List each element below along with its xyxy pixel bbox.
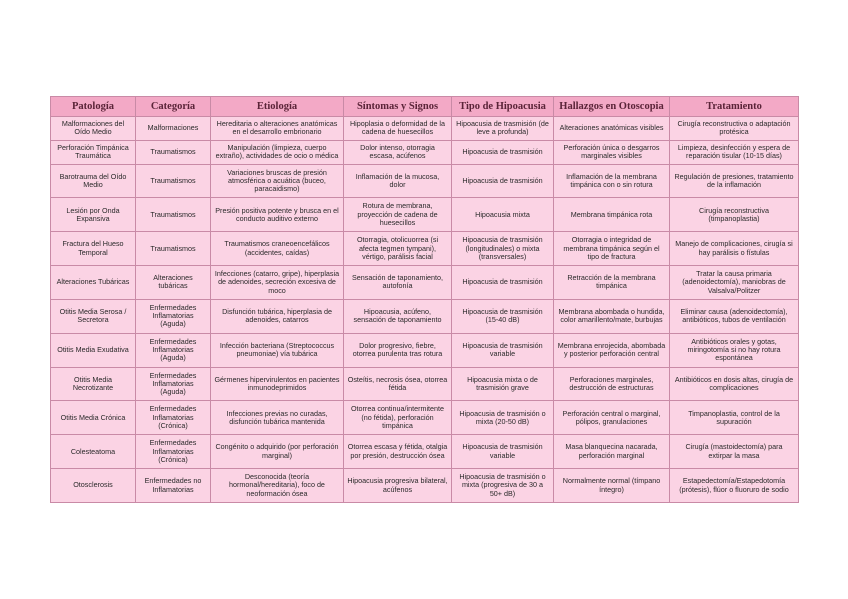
cell-categoria: Enfermedades Inflamatorias (Crónica) (136, 435, 211, 469)
cell-hallazgos: Membrana abombada o hundida, color amarillento/mate, burbujas (554, 299, 670, 333)
cell-sintomas: Otorragia, otolicuorrea (si afecta tegmen tympani), vértigo, parálisis facial (344, 232, 452, 266)
table-row (51, 232, 799, 266)
cell-patologia: Otitis Media Serosa / Secretora (51, 299, 136, 333)
cell-patologia: Fractura del Hueso Temporal (51, 232, 136, 266)
cell-tratamiento: Estapedectomía/Estapedotomía (prótesis), flúor o fluoruro de sodio (670, 469, 799, 503)
cell-patologia: Otitis Media Necrotizante (51, 367, 136, 401)
cell-hallazgos: Normalmente normal (tímpano íntegro) (554, 469, 670, 503)
cell-categoria: Traumatismos (136, 232, 211, 266)
cell-tratamiento: Cirugía (mastoidectomía) para extirpar la masa (670, 435, 799, 469)
cell-tratamiento: Antibióticos orales y gotas, miringotomía si no hay rotura espontánea (670, 333, 799, 367)
cell-sintomas: Rotura de membrana, proyección de cadena de huesecillos (344, 198, 452, 232)
cell-categoria: Malformaciones (136, 117, 211, 141)
cell-sintomas: Osteítis, necrosis ósea, otorrea fétida (344, 367, 452, 401)
table-row (51, 469, 799, 503)
cell-etiologia: Hereditaria o alteraciones anatómicas en el desarrollo embrionario (211, 117, 344, 141)
table-row (51, 333, 799, 367)
cell-categoria: Enfermedades Inflamatorias (Crónica) (136, 401, 211, 435)
cell-etiologia: Infecciones (catarro, gripe), hiperplasia de adenoides, secreción excesiva de moco (211, 266, 344, 300)
cell-tratamiento: Regulación de presiones, tratamiento de la inflamación (670, 164, 799, 198)
cell-etiologia: Gérmenes hipervirulentos en pacientes inmunodeprimidos (211, 367, 344, 401)
cell-tipo-hipoacusia: Hipoacusia de trasmisión (452, 164, 554, 198)
cell-sintomas: Hipoacusia progresiva bilateral, acúfenos (344, 469, 452, 503)
cell-tipo-hipoacusia: Hipoacusia de trasmisión (longitudinales) o mixta (transversales) (452, 232, 554, 266)
cell-hallazgos: Otorragia o integridad de membrana timpánica según el tipo de fractura (554, 232, 670, 266)
header-cell-categoria: Categoría (136, 97, 211, 117)
cell-tratamiento: Cirugía reconstructiva (timpanoplastia) (670, 198, 799, 232)
cell-hallazgos: Perforación única o desgarros marginales visibles (554, 140, 670, 164)
header-cell-tipo-hipoacusia: Tipo de Hipoacusia (452, 97, 554, 117)
table-row (51, 401, 799, 435)
cell-etiologia: Traumatismos craneoencefálicos (accidentes, caídas) (211, 232, 344, 266)
header-cell-hallazgos: Hallazgos en Otoscopia (554, 97, 670, 117)
table-row (51, 435, 799, 469)
table-row (51, 164, 799, 198)
cell-sintomas: Otorrea escasa y fétida, otalgia por presión, destrucción ósea (344, 435, 452, 469)
cell-hallazgos: Membrana enrojecida, abombada y posterior perforación central (554, 333, 670, 367)
cell-sintomas: Hipoacusia, acúfeno, sensación de taponamiento (344, 299, 452, 333)
cell-hallazgos: Alteraciones anatómicas visibles (554, 117, 670, 141)
header-row (51, 97, 799, 117)
cell-categoria: Traumatismos (136, 140, 211, 164)
cell-categoria: Enfermedades Inflamatorias (Aguda) (136, 299, 211, 333)
cell-tratamiento: Antibióticos en dosis altas, cirugía de complicaciones (670, 367, 799, 401)
cell-hallazgos: Perforaciones marginales, destrucción de estructuras (554, 367, 670, 401)
cell-tratamiento: Limpieza, desinfección y espera de reparación tisular (10-15 días) (670, 140, 799, 164)
table-row (51, 367, 799, 401)
cell-etiologia: Variaciones bruscas de presión atmosférica o acuática (buceo, paracaidismo) (211, 164, 344, 198)
cell-tratamiento: Timpanoplastia, control de la supuración (670, 401, 799, 435)
header-cell-patologia: Patología (51, 97, 136, 117)
cell-patologia: Malformaciones del Oído Medio (51, 117, 136, 141)
cell-tipo-hipoacusia: Hipoacusia de trasmisión variable (452, 333, 554, 367)
table-row (51, 140, 799, 164)
cell-tipo-hipoacusia: Hipoacusia mixta o de trasmisión grave (452, 367, 554, 401)
table-row (51, 266, 799, 300)
cell-categoria: Enfermedades Inflamatorias (Aguda) (136, 333, 211, 367)
cell-tratamiento: Eliminar causa (adenoidectomía), antibióticos, tubos de ventilación (670, 299, 799, 333)
cell-patologia: Alteraciones Tubáricas (51, 266, 136, 300)
cell-tipo-hipoacusia: Hipoacusia de trasmisión (452, 266, 554, 300)
header-cell-tratamiento: Tratamiento (670, 97, 799, 117)
cell-etiologia: Disfunción tubárica, hiperplasia de adenoides, catarros (211, 299, 344, 333)
header-cell-sintomas: Síntomas y Signos (344, 97, 452, 117)
cell-hallazgos: Masa blanquecina nacarada, perforación marginal (554, 435, 670, 469)
cell-etiologia: Infección bacteriana (Streptococcus pneumoniae) vía tubárica (211, 333, 344, 367)
cell-hallazgos: Membrana timpánica rota (554, 198, 670, 232)
table-row (51, 299, 799, 333)
cell-tipo-hipoacusia: Hipoacusia de trasmisión (15-40 dB) (452, 299, 554, 333)
cell-sintomas: Otorrea continua/intermitente (no fétida), perforación timpánica (344, 401, 452, 435)
cell-tratamiento: Manejo de complicaciones, cirugía si hay parálisis o fístulas (670, 232, 799, 266)
cell-patologia: Otitis Media Exudativa (51, 333, 136, 367)
table-header (51, 97, 799, 117)
cell-tipo-hipoacusia: Hipoacusia de trasmisión o mixta (progresiva de 30 a 50+ dB) (452, 469, 554, 503)
cell-sintomas: Inflamación de la mucosa, dolor (344, 164, 452, 198)
cell-tratamiento: Tratar la causa primaria (adenoidectomía), maniobras de Valsalva/Politzer (670, 266, 799, 300)
cell-tipo-hipoacusia: Hipoacusia de trasmisión o mixta (20-50 dB) (452, 401, 554, 435)
cell-etiologia: Presión positiva potente y brusca en el conducto auditivo externo (211, 198, 344, 232)
cell-patologia: Lesión por Onda Expansiva (51, 198, 136, 232)
cell-patologia: Otosclerosis (51, 469, 136, 503)
cell-sintomas: Dolor progresivo, fiebre, otorrea purulenta tras rotura (344, 333, 452, 367)
table-row (51, 198, 799, 232)
cell-tipo-hipoacusia: Hipoacusia de trasmisión variable (452, 435, 554, 469)
cell-patologia: Colesteatoma (51, 435, 136, 469)
cell-categoria: Traumatismos (136, 164, 211, 198)
cell-etiologia: Congénito o adquirido (por perforación marginal) (211, 435, 344, 469)
cell-hallazgos: Perforación central o marginal, pólipos, granulaciones (554, 401, 670, 435)
table-row (51, 117, 799, 141)
cell-patologia: Perforación Timpánica Traumática (51, 140, 136, 164)
cell-tipo-hipoacusia: Hipoacusia de trasmisión (452, 140, 554, 164)
cell-sintomas: Sensación de taponamiento, autofonía (344, 266, 452, 300)
cell-categoria: Traumatismos (136, 198, 211, 232)
cell-patologia: Barotrauma del Oído Medio (51, 164, 136, 198)
cell-patologia: Otitis Media Crónica (51, 401, 136, 435)
cell-etiologia: Manipulación (limpieza, cuerpo extraño), actividades de ocio o médica (211, 140, 344, 164)
cell-sintomas: Dolor intenso, otorragia escasa, acúfenos (344, 140, 452, 164)
cell-etiologia: Desconocida (teoría hormonal/hereditaria), foco de neoformación ósea (211, 469, 344, 503)
cell-hallazgos: Inflamación de la membrana timpánica con o sin rotura (554, 164, 670, 198)
header-cell-etiologia: Etiología (211, 97, 344, 117)
cell-categoria: Alteraciones tubáricas (136, 266, 211, 300)
cell-tratamiento: Cirugía reconstructiva o adaptación protésica (670, 117, 799, 141)
cell-etiologia: Infecciones previas no curadas, disfunción tubárica mantenida (211, 401, 344, 435)
cell-sintomas: Hipoplasia o deformidad de la cadena de huesecillos (344, 117, 452, 141)
cell-hallazgos: Retracción de la membrana timpánica (554, 266, 670, 300)
cell-categoria: Enfermedades Inflamatorias (Aguda) (136, 367, 211, 401)
cell-categoria: Enfermedades no Inflamatorias (136, 469, 211, 503)
pathology-table (50, 96, 799, 503)
cell-tipo-hipoacusia: Hipoacusia mixta (452, 198, 554, 232)
cell-tipo-hipoacusia: Hipoacusia de trasmisión (de leve a profunda) (452, 117, 554, 141)
table-body (51, 117, 799, 503)
